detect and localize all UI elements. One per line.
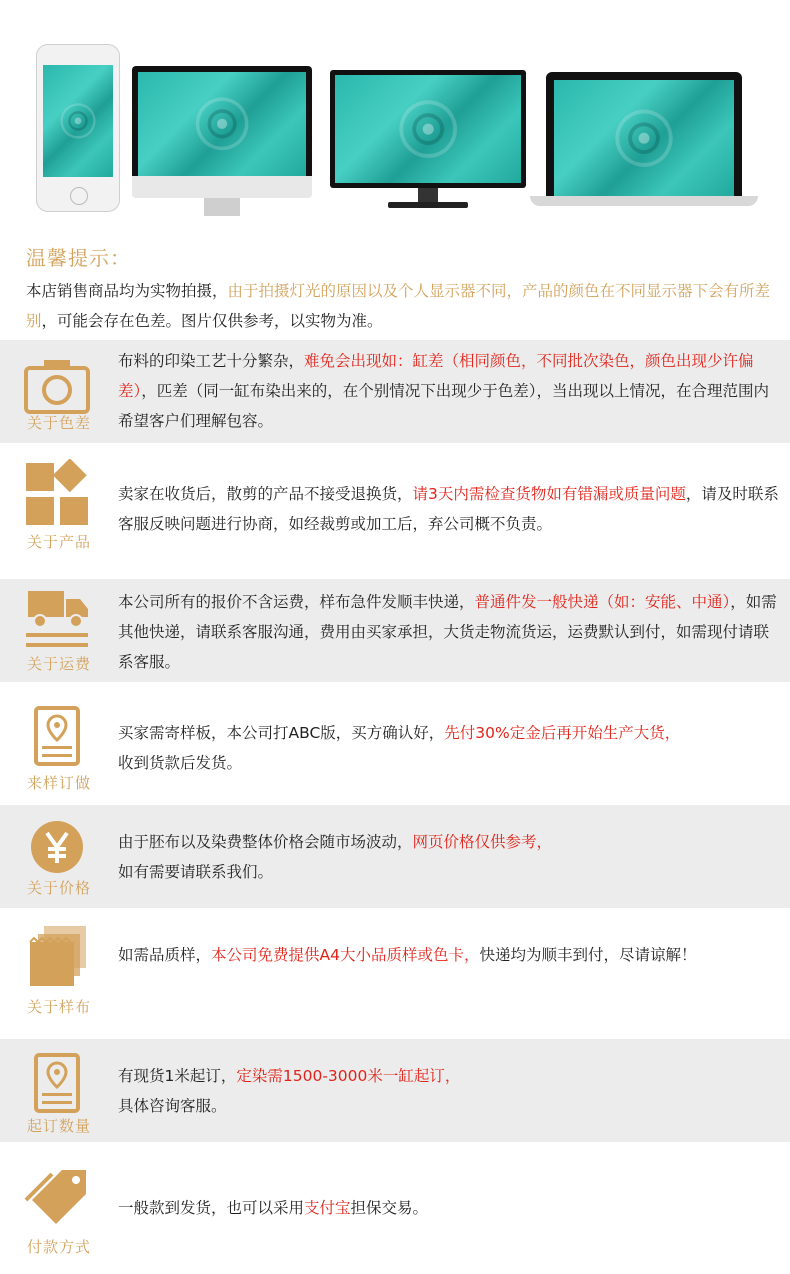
imac-image — [132, 66, 312, 188]
section-color-difference — [0, 340, 790, 443]
section-text: 一般款到发货，也可以采用支付宝担保交易。 — [118, 1199, 429, 1217]
section-label: 关于运费 — [26, 655, 91, 673]
section-sample-fabric — [0, 908, 790, 1039]
section-text: 布料的印染工艺十分繁杂，难免会出现如：缸差（相同颜色，不同批次染色，颜色出现少许偏差），匹差（同一缸布染出来的，在个别情况下出现少于色差），当出现以上情况，在合理范围内希望客户们理解包容。 — [118, 352, 770, 430]
section-text: 本公司所有的报价不含运费，样布急件发顺丰快递，普通件发一般快递（如：安能、中通），如需其他快递，请联系客服沟通，费用由买家承担，大货走物流货运，运费默认到付，如需现付请联系客服。 — [118, 593, 777, 671]
section-text: 卖家在收货后，散剪的产品不接受退换货，请3天内需检查货物如有错漏或质量问题，请及时联系客服反映问题进行协商，如经裁剪或加工后，弃公司概不负责。 — [118, 485, 779, 533]
fabric-swatch-icon — [22, 924, 92, 994]
notice-text: 本店销售商品均为实物拍摄，由于拍摄灯光的原因以及个人显示器不同，产品的颜色在不同显示器下会有所差别，可能会存在色差。图片仅供参考，以实物为准。 — [26, 282, 771, 330]
price-tag-icon — [22, 1164, 92, 1234]
yuan-icon — [22, 815, 92, 885]
section-label: 关于样布 — [26, 998, 91, 1016]
section-label: 关于色差 — [26, 414, 91, 432]
product-blocks-icon — [22, 459, 92, 529]
section-label: 关于价格 — [26, 879, 91, 897]
phone-image — [36, 44, 120, 212]
section-text: 如需品质样，本公司免费提供A4大小品质样或色卡，快递均为顺丰到付，尽请谅解！ — [118, 946, 697, 964]
camera-icon — [22, 350, 92, 420]
section-payment — [0, 1142, 790, 1274]
device-display-banner — [0, 0, 790, 232]
section-text: 有现货1米起订，定染需1500-3000米一缸起订， 具体咨询客服。 — [118, 1067, 461, 1115]
section-shipping — [0, 579, 790, 682]
section-text: 买家需寄样板，本公司打ABC版，买方确认好，先付30%定金后再开始生产大货， 收到货款后发货。 — [118, 724, 681, 772]
document-pin-icon — [22, 1051, 92, 1121]
section-minimum-order — [0, 1039, 790, 1142]
section-label: 关于产品 — [26, 533, 91, 551]
notice-title: 温馨提示： — [26, 246, 131, 270]
truck-icon — [22, 585, 92, 655]
section-product — [0, 443, 790, 579]
section-price — [0, 805, 790, 908]
section-label: 付款方式 — [26, 1238, 91, 1256]
section-custom-sample — [0, 682, 790, 805]
laptop-image — [546, 72, 742, 196]
section-label: 起订数量 — [26, 1117, 91, 1135]
monitor-image — [330, 70, 526, 188]
section-text: 由于胚布以及染费整体价格会随市场波动，网页价格仅供参考， 如有需要请联系我们。 — [118, 833, 553, 881]
section-label: 来样订做 — [26, 774, 91, 792]
document-pin-icon — [22, 704, 92, 774]
